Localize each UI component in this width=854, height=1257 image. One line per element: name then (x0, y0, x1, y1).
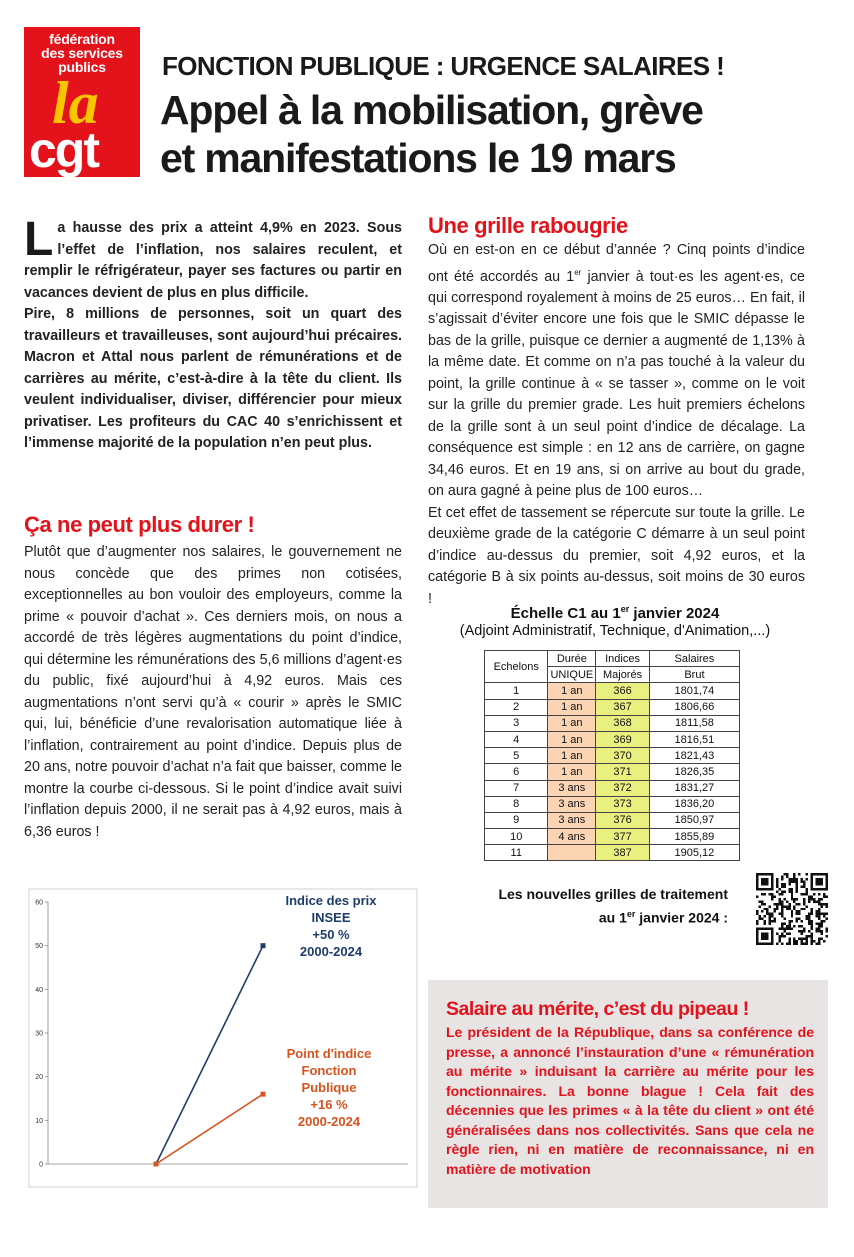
cgt-logo (24, 27, 140, 177)
cell-salaire: 1811,58 (649, 715, 739, 731)
table-header-row (485, 651, 740, 667)
cell-indice: 377 (596, 829, 650, 845)
table-title-text: janvier 2024 (629, 605, 720, 622)
cell-indice: 376 (596, 812, 650, 828)
new-grids-line: Les nouvelles grilles de traitement (498, 886, 728, 902)
cell-duree: 1 an (548, 764, 596, 780)
table-row (485, 699, 740, 715)
cell-duree: 1 an (548, 699, 596, 715)
y-tick-label: 60 (35, 899, 43, 907)
intro-text: a hausse des prix a atteint 4,9% en 2023. Sous l’effet de l’inflation, nos salaires reculent, et remplir le réfrigérateur, payer ses factures ou partir en vacances devient de plus en plus difficile. (24, 220, 402, 301)
cell-echelon: 4 (485, 731, 548, 747)
logo-org-line: fédération (49, 31, 115, 47)
superscript: er (574, 267, 582, 277)
table-row (485, 796, 740, 812)
table-row (485, 829, 740, 845)
grille-paragraph (428, 240, 805, 503)
cell-salaire: 1850,97 (649, 812, 739, 828)
header-brut: Brut (649, 667, 739, 683)
cell-echelon: 9 (485, 812, 548, 828)
cell-duree: 3 ans (548, 812, 596, 828)
table-row (485, 780, 740, 796)
y-tick-label: 40 (35, 986, 43, 994)
series-line-1 (156, 1094, 263, 1164)
qr-code-icon[interactable] (756, 873, 828, 945)
chart-annotation-line: Indice des prix (285, 893, 377, 908)
cell-echelon: 6 (485, 764, 548, 780)
intro-paragraph (24, 213, 402, 455)
new-grids-line (470, 904, 728, 928)
chart-annotation-line: 2000-2024 (297, 1114, 361, 1129)
series-point-1 (261, 1092, 266, 1097)
cell-echelon: 11 (485, 845, 548, 861)
logo-org-line: des services (41, 45, 123, 61)
table-row (485, 731, 740, 747)
cell-duree: 1 an (548, 748, 596, 764)
y-tick-label: 10 (35, 1117, 43, 1125)
cell-indice: 371 (596, 764, 650, 780)
cell-duree: 3 ans (548, 796, 596, 812)
header-indices: Indices (596, 651, 650, 667)
merit-box (428, 980, 828, 1208)
cell-salaire: 1816,51 (649, 731, 739, 747)
chart-annotation-line: +16 % (310, 1097, 348, 1112)
cell-indice: 368 (596, 715, 650, 731)
logo-org-name (24, 32, 140, 74)
cell-echelon: 1 (485, 683, 548, 699)
table-row (485, 748, 740, 764)
intro-text-2: Pire, 8 millions de personnes, soit un quart des travailleurs et travailleuses, sont aujourd’hui précaires. Macron et Attal nous parlent de rémunérations et de carrières au mérite, c’est-à-dire à la tête du client. Ils veulent individualiser, diviser, différencier pour mieux privatiser. Les profiteurs du CAC 40 s’enrichissent et l’immense majorité de la population n’en peut plus. (24, 306, 402, 451)
chart-annotation-line: Point d'indice (286, 1046, 372, 1061)
chart-annotation-line: Fonction (301, 1063, 357, 1078)
table-title (430, 600, 800, 623)
merit-text: Le président de la République, dans sa conférence de presse, a annoncé l’instauration d’une « rémunération au mérite » induisant la carrière au mérite pour les fonctionnaires. La bonne blague ! Cela fait des décennies que les primes « à la tête du client » ont été généralisées dans nos collectivités. Sans que cela ne règle rien, ni en matière de reconnaissance, ni en matière de motivation (446, 1024, 814, 1177)
section-text-grille (428, 240, 805, 610)
cell-echelon: 8 (485, 796, 548, 812)
header-majores: Majorés (596, 667, 650, 683)
cell-echelon: 7 (485, 780, 548, 796)
title-line: Appel à la mobilisation, grève (160, 87, 703, 133)
header-salaires: Salaires (649, 651, 739, 667)
chart-annotation-line: +50 % (312, 927, 350, 942)
table-title-text: Échelle C1 au 1 (510, 605, 621, 622)
chart-annotation-insee (262, 892, 400, 960)
chart-annotation-line: INSEE (311, 910, 351, 925)
y-tick-label: 0 (39, 1161, 43, 1169)
grille-text: janvier à tout·es les agent·es, ce qui correspond royalement à moins de 25 euros… En fait, il s’agissait d’éviter encore une fois que le SMIC dépasse le bas de la grille, puisque ce dernier a augmenté de 1,13% à la même date. Et comme on n’a pas touché à la valeur du point, la grille continue à « se tasser », comme on le voit sur la grille du premier grade. Les huit premiers échelons de la grille sont à un seul point d’indice de décalage. La conséquence est simple : en 12 ans de carrière, on gagne 34,46 euros. Et en 19 ans, si on arrive au bout du grade, on aura gagné à peine plus de 100 euros… (428, 268, 805, 500)
cell-duree: 4 ans (548, 829, 596, 845)
page-kicker: FONCTION PUBLIQUE : URGENCE SALAIRES ! (162, 51, 725, 81)
table-row (485, 683, 740, 699)
cell-indice: 369 (596, 731, 650, 747)
table-row (485, 764, 740, 780)
table-row (485, 715, 740, 731)
superscript: er (620, 604, 630, 614)
section-text-durer: Plutôt que d’augmenter nos salaires, le gouvernement ne nous concède que des primes non cotisées, exceptionnelles au bon vouloir des employeurs, comme la prime « pouvoir d’achat ». Ces derniers mois, on nous a accordé de très légères augmentations du point d’indice, qui détermine les rémunérations des 5,6 millions d’agent·es du public, fixé aujourd’hui à 4,92 euros. Mais ces augmentations n’ont servi qu’à « courir » après le SMIC qui, lui, bénéficie d’une revalorisation automatique liée à l’inflation, contrairement au point d’indice. Depuis plus de 20 ans, notre pouvoir d’achat n’a fait que baisser, comme le montre la courbe ci-dessous. Si le point d’indice avait suivi l’inflation depuis 2000, il ne serait pas à 4,92 euros, mais à 6,36 euros ! (24, 544, 402, 840)
cell-indice: 372 (596, 780, 650, 796)
series-point-1 (154, 1162, 159, 1167)
header-unique: UNIQUE (548, 667, 596, 683)
table-row (485, 812, 740, 828)
cell-indice: 373 (596, 796, 650, 812)
cell-salaire: 1826,35 (649, 764, 739, 780)
table-row (485, 845, 740, 861)
chart-annotation-line: 2000-2024 (299, 944, 363, 959)
header-duree: Durée (548, 651, 596, 667)
cell-salaire: 1821,43 (649, 748, 739, 764)
section-heading-durer: Ça ne peut plus durer ! (24, 512, 255, 537)
new-grids-caption (470, 884, 728, 928)
y-tick-label: 30 (35, 1030, 43, 1038)
salary-grid-table (484, 650, 740, 861)
page-title (160, 86, 840, 182)
grille-text: Où en est-on en ce début d’année ? Cinq points d’indice ont été accordés au 1 (428, 242, 805, 285)
cell-salaire: 1806,66 (649, 699, 739, 715)
cell-duree (548, 845, 596, 861)
logo-cgt: cgt (29, 122, 98, 177)
cell-duree: 1 an (548, 715, 596, 731)
cell-salaire: 1855,89 (649, 829, 739, 845)
cell-echelon: 3 (485, 715, 548, 731)
cell-duree: 1 an (548, 683, 596, 699)
cell-duree: 1 an (548, 731, 596, 747)
y-tick-label: 50 (35, 943, 43, 951)
cell-echelon: 2 (485, 699, 548, 715)
merit-heading: Salaire au mérite, c’est du pipeau ! (446, 998, 749, 1020)
cell-salaire: 1801,74 (649, 683, 739, 699)
logo-org-line: publics (58, 59, 106, 75)
table-subtitle: (Adjoint Administratif, Technique, d'Animation,...) (459, 623, 771, 639)
header-echelons: Echelons (485, 651, 548, 683)
cell-indice: 367 (596, 699, 650, 715)
logo-la: la (52, 70, 99, 136)
title-line: et manifestations le 19 mars (160, 135, 676, 181)
chart-annotation-line: Publique (301, 1080, 357, 1095)
grille-paragraph: Et cet effet de tassement se répercute sur toute la grille. Le deuxième grade de la catégorie C démarre à un seul point d’indice au-dessus du premier, soit 4,92 euros, et la catégorie B à six points au-dessus, soit moins de 30 euros ! (428, 504, 805, 607)
cell-indice: 387 (596, 845, 650, 861)
drop-cap: L (24, 213, 54, 266)
chart-annotation-point (268, 1045, 390, 1130)
series-line-0 (156, 946, 263, 1164)
cell-echelon: 5 (485, 748, 548, 764)
section-heading-grille: Une grille rabougrie (428, 213, 628, 238)
cell-salaire: 1836,20 (649, 796, 739, 812)
cell-echelon: 10 (485, 829, 548, 845)
cell-salaire: 1905,12 (649, 845, 739, 861)
new-grids-text: janvier 2024 : (635, 909, 728, 926)
cell-salaire: 1831,27 (649, 780, 739, 796)
superscript: er (626, 909, 636, 919)
cell-indice: 366 (596, 683, 650, 699)
cell-duree: 3 ans (548, 780, 596, 796)
y-tick-label: 20 (35, 1074, 43, 1082)
new-grids-text: au 1 (598, 909, 627, 926)
cell-indice: 370 (596, 748, 650, 764)
